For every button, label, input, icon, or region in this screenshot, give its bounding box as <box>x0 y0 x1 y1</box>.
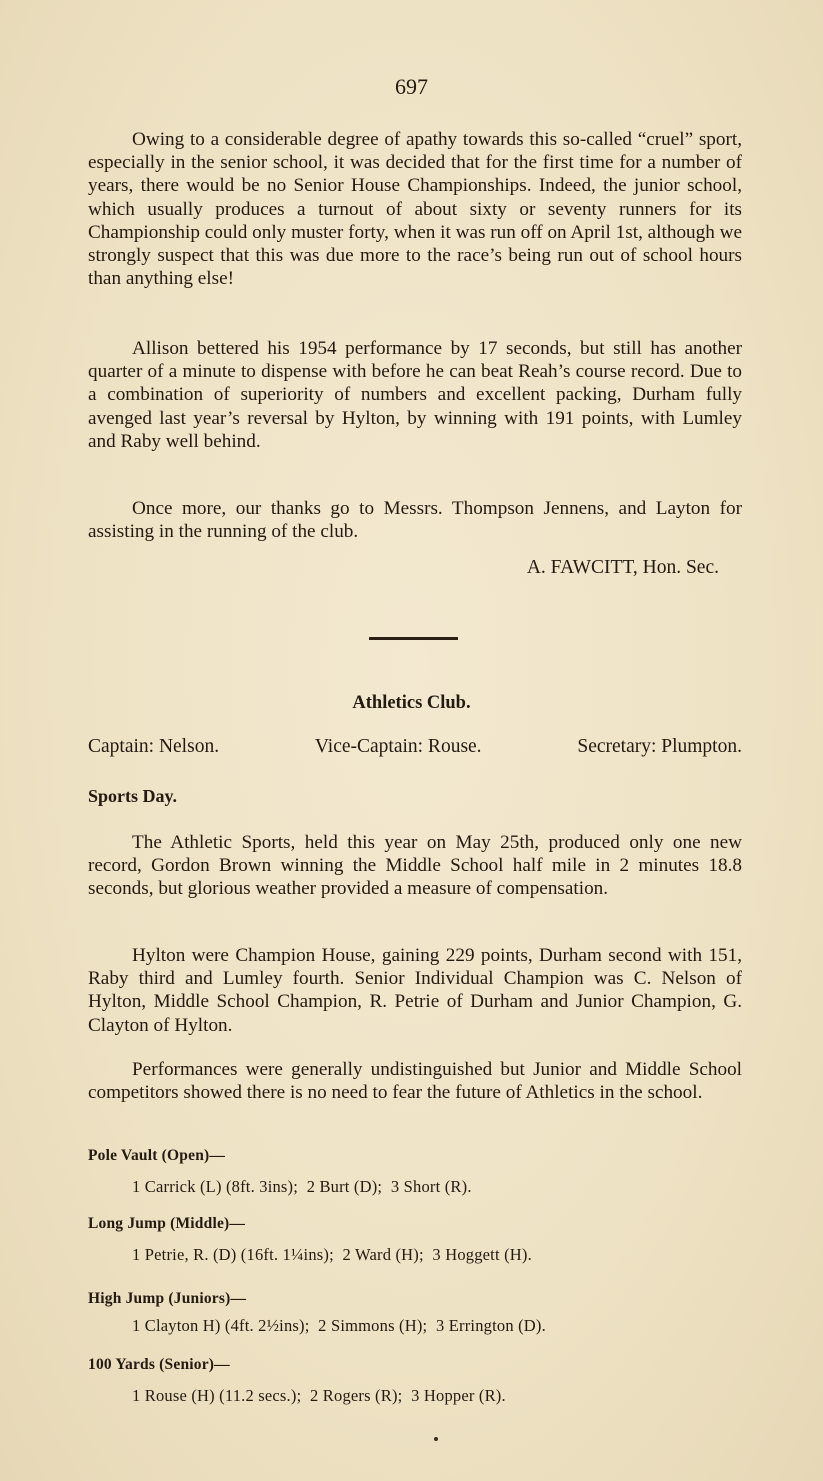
event-results <box>132 1386 506 1406</box>
page-number: 697 <box>395 74 428 99</box>
secretary: Secretary: Plumpton. <box>577 736 742 757</box>
event-heading: High Jump (Juniors)— <box>88 1290 247 1307</box>
result-first: 1 Clayton H) (4ft. 2½ins); <box>132 1316 310 1335</box>
result-first: 1 Carrick (L) (8ft. 3ins); <box>132 1177 299 1196</box>
result-first: 1 Rouse (H) (11.2 secs.); <box>132 1386 302 1405</box>
sports-day-heading: Sports Day. <box>88 786 178 806</box>
result-second: 2 Ward (H); <box>342 1245 424 1264</box>
event-results <box>132 1245 532 1265</box>
result-third: 3 Hoggett (H). <box>432 1245 532 1264</box>
paragraph-performances: Performances were generally undistinguished but Junior and Middle School competitors showed there is no need to fear the future of Athletics in the school. <box>88 1059 742 1104</box>
result-third: 3 Errington (D). <box>435 1316 546 1335</box>
event-results <box>132 1177 472 1197</box>
paragraph-sports: The Athletic Sports, held this year on May 25th, produced only one new record, Gordon Brown winning the Middle School half mile in 2 minutes 18.8 seconds, but glorious weather provided a measure of compensation. <box>88 832 742 900</box>
event-heading: 100 Yards (Senior)— <box>88 1356 230 1373</box>
vice-captain: Vice-Captain: Rouse. <box>314 736 482 757</box>
ink-dot <box>434 1437 438 1441</box>
paragraph-allison: Allison bettered his 1954 performance by 17 seconds, but still has another quarter of a minute to dispense with before he can beat Reah’s course record. Due to a combination of superiority of numbers and excellent packing, Durham fully avenged last year’s reversal by Hylton, by winning with 191 points, with Lumley and Raby well behind. <box>88 338 742 452</box>
result-second: 2 Rogers (R); <box>310 1386 403 1405</box>
event-heading: Pole Vault (Open)— <box>88 1147 226 1164</box>
result-second: 2 Burt (D); <box>306 1177 383 1196</box>
paragraph-apathy: Owing to a considerable degree of apathy towards this so-called “cruel” sport, especially in the senior school, it was decided that for the first time for a number of years, there would be no Senior House Championships. Indeed, the junior school, which usually produces a turnout of about sixty or seventy runners for its Championship could only muster forty, when it was run off on April 1st, although we strongly suspect that this was due more to the race’s being run out of school hours than anything else! <box>88 129 742 290</box>
event-heading: Long Jump (Middle)— <box>88 1215 246 1232</box>
result-second: 2 Simmons (H); <box>318 1316 428 1335</box>
result-third: 3 Hopper (R). <box>411 1386 506 1405</box>
section-divider <box>369 637 458 640</box>
captain: Captain: Nelson. <box>88 736 220 757</box>
paragraph-thanks: Once more, our thanks go to Messrs. Thompson Jennens, and Layton for assisting in the running of the club. <box>88 498 742 543</box>
paragraph-champions: Hylton were Champion House, gaining 229 points, Durham second with 151, Raby third and Lumley fourth. Senior Individual Champion was C. Nelson of Hylton, Middle School Champion, R. Petrie of Durham and Junior Champion, G. Clayton of Hylton. <box>88 945 742 1036</box>
signature: A. FAWCITT, Hon. Sec. <box>526 557 719 578</box>
officers-line <box>88 736 742 758</box>
result-first: 1 Petrie, R. (D) (16ft. 1¼ins); <box>132 1245 334 1264</box>
result-third: 3 Short (R). <box>390 1177 472 1196</box>
section-title: Athletics Club. <box>352 693 471 713</box>
event-results <box>132 1316 546 1336</box>
